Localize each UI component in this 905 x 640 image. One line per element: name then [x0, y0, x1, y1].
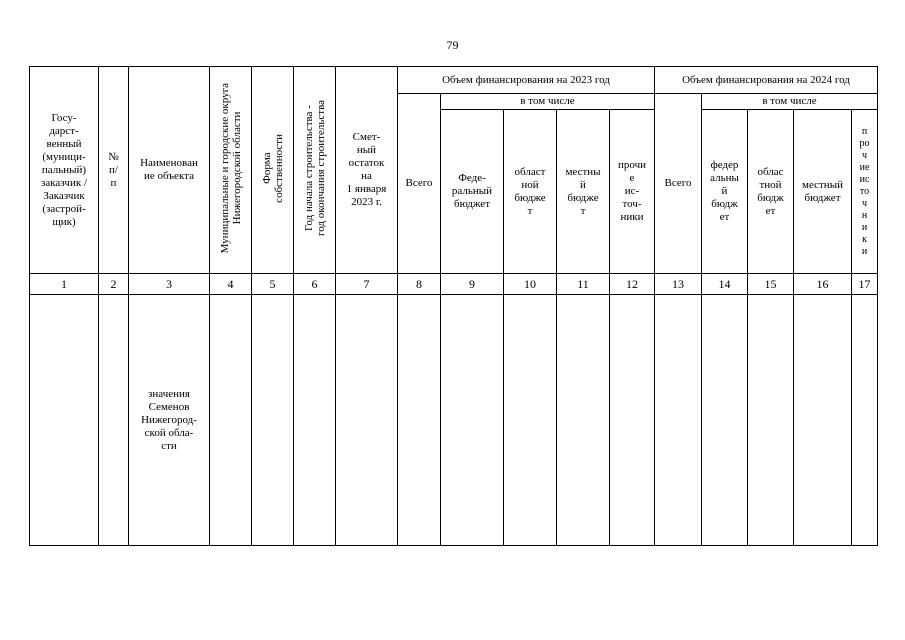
- cell-years: [294, 295, 336, 546]
- header-customer: Госу- дарст- венный (муници- пальный) заказчик / Заказчик (застрой- щик): [30, 67, 99, 274]
- header-2023-federal: Феде- ральный бюджет: [441, 110, 504, 274]
- column-number-row: [30, 274, 878, 295]
- column-number: 14: [702, 274, 748, 295]
- cell-2024-regional: [748, 295, 794, 546]
- column-number: 4: [210, 274, 252, 295]
- cell-2023-regional: [504, 295, 557, 546]
- column-number: 17: [852, 274, 878, 295]
- cell-2024-local: [794, 295, 852, 546]
- cell-municipal: [210, 295, 252, 546]
- cell-ownership: [252, 295, 294, 546]
- column-number: 10: [504, 274, 557, 295]
- header-financing-2023: Объем финансирования на 2023 год: [398, 67, 655, 94]
- header-years-cell: [294, 67, 336, 274]
- cell-2023-other: [610, 295, 655, 546]
- cell-2024-federal: [702, 295, 748, 546]
- cell-2024-total: [655, 295, 702, 546]
- header-object-name: Наименован ие объекта: [129, 67, 210, 274]
- page-number: 79: [446, 38, 459, 52]
- cell-number: [99, 295, 129, 546]
- cell-2023-total: [398, 295, 441, 546]
- cell-customer: [30, 295, 99, 546]
- cell-2023-federal: [441, 295, 504, 546]
- column-number: 7: [336, 274, 398, 295]
- header-2024-including: в том числе: [702, 94, 878, 110]
- column-number: 11: [557, 274, 610, 295]
- header-ownership-cell: [252, 67, 294, 274]
- column-number: 15: [748, 274, 794, 295]
- header-2024-total: Всего: [655, 94, 702, 274]
- column-number: 12: [610, 274, 655, 295]
- header-municipal-cell: [210, 67, 252, 274]
- header-number: № п/ п: [99, 67, 129, 274]
- column-number: 6: [294, 274, 336, 295]
- header-2024-other: п ро ч ие ис то ч н и к и: [852, 110, 878, 274]
- header-2023-regional: област ной бюдже т: [504, 110, 557, 274]
- column-number: 3: [129, 274, 210, 295]
- cell-2023-local: [557, 295, 610, 546]
- header-estimate: Смет- ный остаток на 1 января 2023 г.: [336, 67, 398, 274]
- header-financing-2024: Объем финансирования на 2024 год: [655, 67, 878, 94]
- header-2024-regional: облас тной бюдж ет: [748, 110, 794, 274]
- financing-table: [29, 66, 878, 546]
- column-number: 1: [30, 274, 99, 295]
- header-2023-total: Всего: [398, 94, 441, 274]
- table-row: [30, 295, 878, 546]
- column-number: 9: [441, 274, 504, 295]
- column-number: 5: [252, 274, 294, 295]
- header-2023-local: местны й бюдже т: [557, 110, 610, 274]
- cell-estimate: [336, 295, 398, 546]
- header-2024-local: местный бюджет: [794, 110, 852, 274]
- header-municipal: Муниципальные и городские округа Нижегородской области: [218, 82, 243, 254]
- header-2024-federal: федер альны й бюдж ет: [702, 110, 748, 274]
- column-number: 16: [794, 274, 852, 295]
- header-2023-including: в том числе: [441, 94, 655, 110]
- header-ownership: Форма собственности: [260, 133, 285, 203]
- cell-2024-other: [852, 295, 878, 546]
- cell-object-name: значения Семенов Нижегород- ской обла- сти: [129, 295, 210, 546]
- column-number: 8: [398, 274, 441, 295]
- column-number: 2: [99, 274, 129, 295]
- header-2023-other: прочи е ис- точ- ники: [610, 110, 655, 274]
- header-years: Год начала строительства - год окончания строительства: [302, 100, 327, 236]
- column-number: 13: [655, 274, 702, 295]
